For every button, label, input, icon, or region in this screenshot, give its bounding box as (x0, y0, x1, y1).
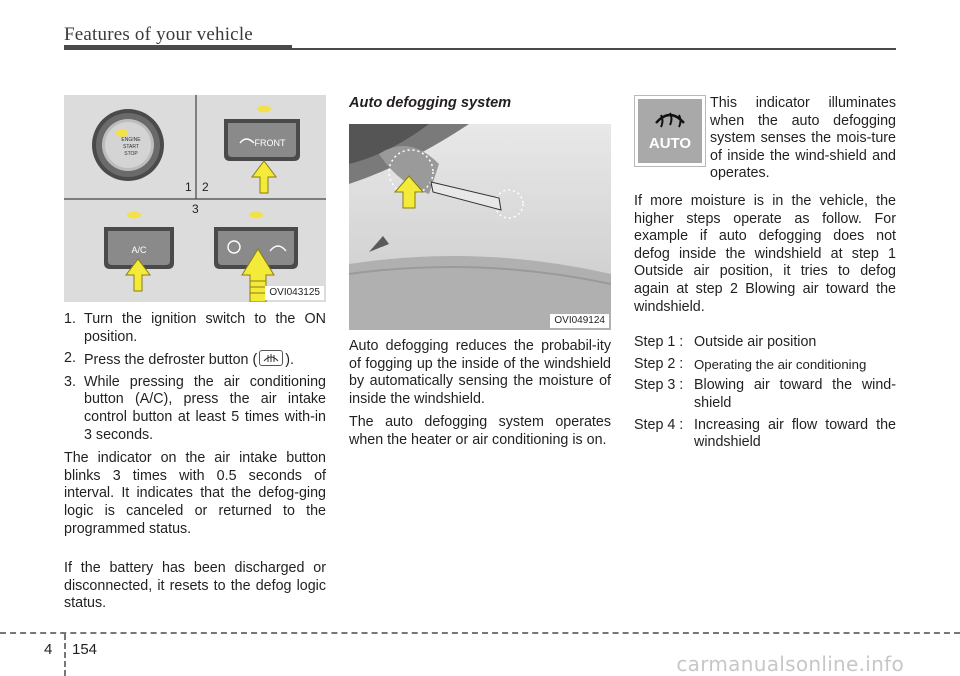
procedure-list (64, 311, 326, 444)
paragraph: The indicator on the air intake button blinks 3 times with 0.5 seconds of interval. It indicates that the defog-ging logic is canceled or returned to the programmed status. (64, 450, 326, 537)
step-text: Blowing air toward the wind-shield (694, 377, 896, 411)
step-text: Operating the air conditioning (694, 356, 867, 372)
svg-text:ENGINE: ENGINE (121, 137, 141, 143)
step-label: Step 1 : (634, 334, 684, 351)
indicator-description: This indicator illuminates when the auto defogging system senses the mois-ture of inside the wind-shield and operates. (710, 95, 896, 182)
page-header-title: Features of your vehicle (64, 24, 253, 45)
auto-defog-indicator-icon (634, 95, 706, 167)
step-item (634, 417, 896, 452)
list-text: Press the defroster button ( (84, 352, 258, 369)
step-label: Step 3 : (634, 377, 684, 394)
paragraph: If more moisture is in the vehicle, the higher steps operate as follow. For example if auto defogging does not defog inside the windshield at step 1 Outside air position, it tries to defog again at step 2 Blowing air toward the windshield. (634, 193, 896, 315)
step-item (634, 334, 896, 352)
auto-label: AUTO (648, 135, 692, 152)
paragraph: If the battery has been discharged or disconnected, it resets to the defog logic status. (64, 560, 326, 612)
svg-text:2: 2 (202, 180, 209, 194)
svg-text:FRONT: FRONT (254, 138, 286, 148)
steps-list (634, 334, 896, 452)
step-label: Step 4 : (634, 416, 684, 433)
step-text: Outside air position (694, 334, 817, 351)
list-number: 3. (64, 373, 76, 390)
defroster-controls-illustration (64, 95, 326, 302)
page-number: 154 (72, 641, 98, 658)
footer-divider (0, 632, 960, 634)
paragraph: Auto defogging reduces the probabil-ity of fogging up the inside of the windshield by automatically sensing the moisture of inside the windshield. (349, 338, 611, 407)
svg-text:A/C: A/C (131, 245, 147, 255)
list-number: 2. (64, 350, 76, 367)
list-item (64, 311, 326, 346)
watermark: carmanualsonline.info (676, 652, 904, 676)
list-number: 1. (64, 311, 76, 327)
svg-text:3: 3 (192, 202, 199, 216)
step-item (634, 377, 896, 412)
figure-code: OVI043125 (265, 286, 324, 300)
list-item (64, 374, 326, 444)
list-text: ). (285, 352, 294, 369)
header-bar-thick (64, 45, 292, 50)
section-number: 4 (44, 641, 53, 658)
footer-vertical-divider (64, 634, 66, 676)
step-text: Increasing air flow toward the windshield (694, 416, 896, 451)
column-middle (349, 95, 611, 456)
section-title: Auto defogging system (349, 95, 512, 111)
svg-text:STOP: STOP (124, 151, 138, 157)
windshield-illustration (349, 124, 611, 330)
defroster-icon (259, 350, 283, 366)
list-text: While pressing the air conditioning button (A/C), press the air intake control button at least 5 times with-in 3 seconds. (84, 373, 326, 443)
figure-defroster-controls (64, 95, 326, 302)
column-right (634, 95, 896, 456)
figure-code: OVI049124 (550, 314, 609, 328)
svg-text:1: 1 (185, 180, 192, 194)
svg-text:START: START (123, 144, 139, 150)
list-text: Turn the ignition switch to the ON position. (84, 311, 326, 345)
list-item (64, 350, 326, 370)
step-label: Step 2 : (634, 355, 684, 372)
column-left (64, 95, 326, 619)
figure-windshield-sensor (349, 124, 611, 330)
engine-start-button-icon (92, 109, 164, 181)
step-item (634, 356, 896, 374)
paragraph: The auto defogging system operates when the heater or air conditioning is on. (349, 414, 611, 448)
header-bar-thin (292, 48, 896, 50)
